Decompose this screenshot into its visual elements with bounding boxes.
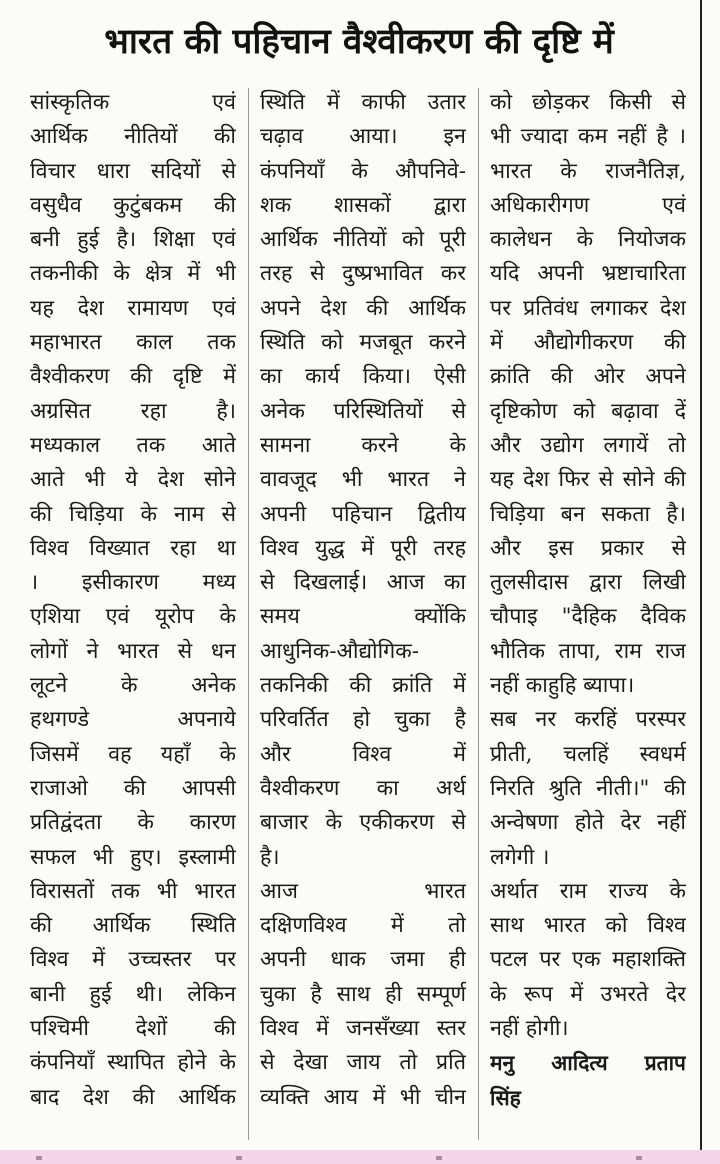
text-line: प्रीती, चलहिं स्वधर्म	[490, 741, 686, 767]
text-line: अपनी पहिचान द्वितीय	[260, 501, 466, 527]
text-line: पटल पर एक महाशक्ति	[490, 947, 686, 973]
text-line: अनेक परिस्थितियों से	[260, 398, 466, 424]
text-line: से दिखलाई। आज का	[260, 570, 466, 596]
text-line: के रूप में उभरते देर	[490, 981, 686, 1007]
text-line: विश्व युद्ध में पूरी तरह	[260, 535, 466, 561]
text-line: विश्व में जनसँख्या स्तर	[260, 1016, 466, 1042]
text-line: वैश्वीकरण की दृष्टि में	[30, 364, 236, 390]
text-line: आधुनिक-औद्योगिक-	[260, 638, 420, 664]
text-line: महाभारत काल तक	[30, 330, 236, 356]
text-line: तुलसीदास द्वारा लिखी	[490, 570, 686, 596]
text-line: दृष्टिकोण को बढ़ावा दें	[490, 398, 686, 424]
text-line: में औद्योगीकरण की	[490, 330, 686, 356]
text-line: मध्यकाल तक आते	[30, 432, 236, 458]
text-line: पश्चिमी देशों की	[30, 1016, 236, 1042]
text-line: आज भारत	[260, 878, 466, 904]
bottom-strip	[0, 1150, 720, 1164]
text-line: यह देश रामायण एवं	[30, 295, 236, 321]
strip-mark	[236, 1156, 242, 1160]
text-line: विश्व विख्यात रहा था	[30, 535, 236, 561]
text-line: स्थिति में काफी उतार	[260, 90, 466, 115]
text-line: । इसीकारण मध्य	[30, 570, 236, 596]
text-line: अर्थात राम राज्य के	[490, 878, 686, 904]
text-line: कंपनियाँ के औपनिवे-	[260, 158, 466, 184]
text-line: कालेधन के नियोजक	[490, 227, 686, 253]
text-line: निरति श्रुति नीती।" की	[490, 775, 686, 801]
text-line: विरासतों तक भी भारत	[30, 878, 236, 904]
text-line: और उद्योग लगायें तो	[490, 432, 686, 458]
text-line: नहीं काहुहि ब्यापा।	[490, 673, 635, 699]
text-line: हथगण्डे अपनाये	[30, 707, 236, 733]
text-line: अपनी धाक जमा ही	[260, 947, 466, 973]
column-divider	[248, 88, 249, 1140]
strip-mark	[636, 1156, 642, 1160]
text-line: चौपाइ "दैहिक दैविक	[490, 604, 686, 630]
text-line: से देखा जाय तो प्रति	[260, 1050, 466, 1076]
text-line: बाजार के एकीकरण से	[260, 810, 466, 836]
text-line: यह देश फिर से सोने की	[490, 467, 686, 493]
text-line: वसुधैव कुटुंबकम की	[30, 192, 236, 218]
text-line: चुका है साथ ही सम्पूर्ण	[260, 981, 466, 1007]
text-line: समय क्योंकि	[260, 604, 466, 630]
article-column-1	[30, 86, 236, 1148]
text-line: भारत के राजनैतिज्ञ,	[490, 158, 686, 184]
text-line: चढ़ाव आया। इन	[260, 124, 466, 150]
text-line: लगेगी ।	[490, 844, 550, 870]
text-line: चिड़िया बन सकता है।	[490, 501, 686, 527]
text-line: दक्षिणविश्व में तो	[260, 913, 466, 939]
author-name: मनु आदित्य प्रताप	[490, 1051, 686, 1076]
text-line: की चिड़िया के नाम से	[30, 501, 236, 527]
text-line: भौतिक तापा, राम राज	[490, 638, 686, 664]
text-line: लोगों ने भारत से धन	[30, 638, 236, 664]
text-line: अन्वेषणा होते देर नहीं	[490, 810, 686, 836]
text-line: बानी हुई थी। लेकिन	[30, 981, 236, 1007]
text-line: सफल भी हुए। इस्लामी	[30, 844, 236, 870]
text-line: आर्थिक नीतियों को पूरी	[260, 227, 466, 253]
text-line: कंपनियाँ स्थापित होने के	[30, 1050, 236, 1076]
text-line: बाद देश की आर्थिक	[30, 1084, 236, 1110]
text-line: यदि अपनी भ्रष्टाचारिता	[490, 261, 686, 287]
text-line: का कार्य किया। ऐसी	[260, 364, 466, 390]
strip-mark	[36, 1156, 42, 1160]
text-line: एशिया एवं यूरोप के	[30, 604, 236, 630]
text-line: राजाओ की आपसी	[30, 775, 236, 801]
strip-mark	[436, 1156, 442, 1160]
text-line: और विश्व में	[260, 741, 466, 767]
text-line: की आर्थिक स्थिति	[30, 913, 236, 939]
text-line: प्रतिद्वंदता के कारण	[30, 810, 236, 836]
text-line: अग्रसित रहा है।	[30, 398, 236, 424]
text-line: वैश्वीकरण का अर्थ	[260, 775, 466, 801]
text-line: तरह से दुष्प्रभावित कर	[260, 261, 466, 287]
text-line: सब नर करहिं परस्पर	[490, 707, 686, 733]
text-line: पर प्रतिवंध लगाकर देश	[490, 295, 686, 321]
text-line: साथ भारत को विश्व	[490, 913, 686, 939]
text-line: जिसमें वह यहाँ के	[30, 741, 236, 767]
article-column-3	[490, 86, 686, 1148]
text-line: सामना करने के	[260, 432, 466, 458]
text-line: नहीं होगी।	[490, 1016, 569, 1042]
text-line: व्यक्ति आय में भी चीन	[260, 1084, 466, 1110]
text-line: को छोड़कर किसी से	[490, 90, 686, 115]
text-line: विश्व में उच्चस्तर पर	[30, 947, 236, 973]
article-headline: भारत की पहिचान वैश्वीकरण की दृष्टि में	[104, 22, 614, 62]
text-line: तकनिकी की क्रांति में	[260, 673, 466, 699]
page-edge-rule	[700, 0, 702, 1158]
author-name: सिंह	[490, 1085, 521, 1110]
text-line: भी ज्यादा कम नहीं है ।	[490, 124, 686, 150]
column-divider	[478, 88, 479, 1140]
text-line: तकनीकी के क्षेत्र में भी	[30, 261, 236, 287]
text-line: स्थिति को मजबूत करने	[260, 330, 466, 356]
text-line: आर्थिक नीतियों की	[30, 124, 236, 150]
text-line: परिवर्तित हो चुका है	[260, 707, 466, 733]
text-line: अपने देश की आर्थिक	[260, 295, 466, 321]
text-line: लूटने के अनेक	[30, 673, 236, 699]
text-line: सांस्कृतिक एवं	[30, 90, 236, 115]
text-line: क्रांति की ओर अपने	[490, 364, 686, 390]
text-line: आते भी ये देश सोने	[30, 467, 236, 493]
text-line: और इस प्रकार से	[490, 535, 686, 561]
text-line: वावजूद भी भारत ने	[260, 467, 466, 493]
text-line: है।	[260, 844, 280, 870]
text-line: बनी हुई है। शिक्षा एवं	[30, 227, 236, 253]
text-line: विचार धारा सदियों से	[30, 158, 236, 184]
article-column-2	[260, 86, 466, 1148]
text-line: अधिकारीगण एवं	[490, 192, 686, 218]
text-line: शक शासकों द्वारा	[260, 192, 466, 218]
